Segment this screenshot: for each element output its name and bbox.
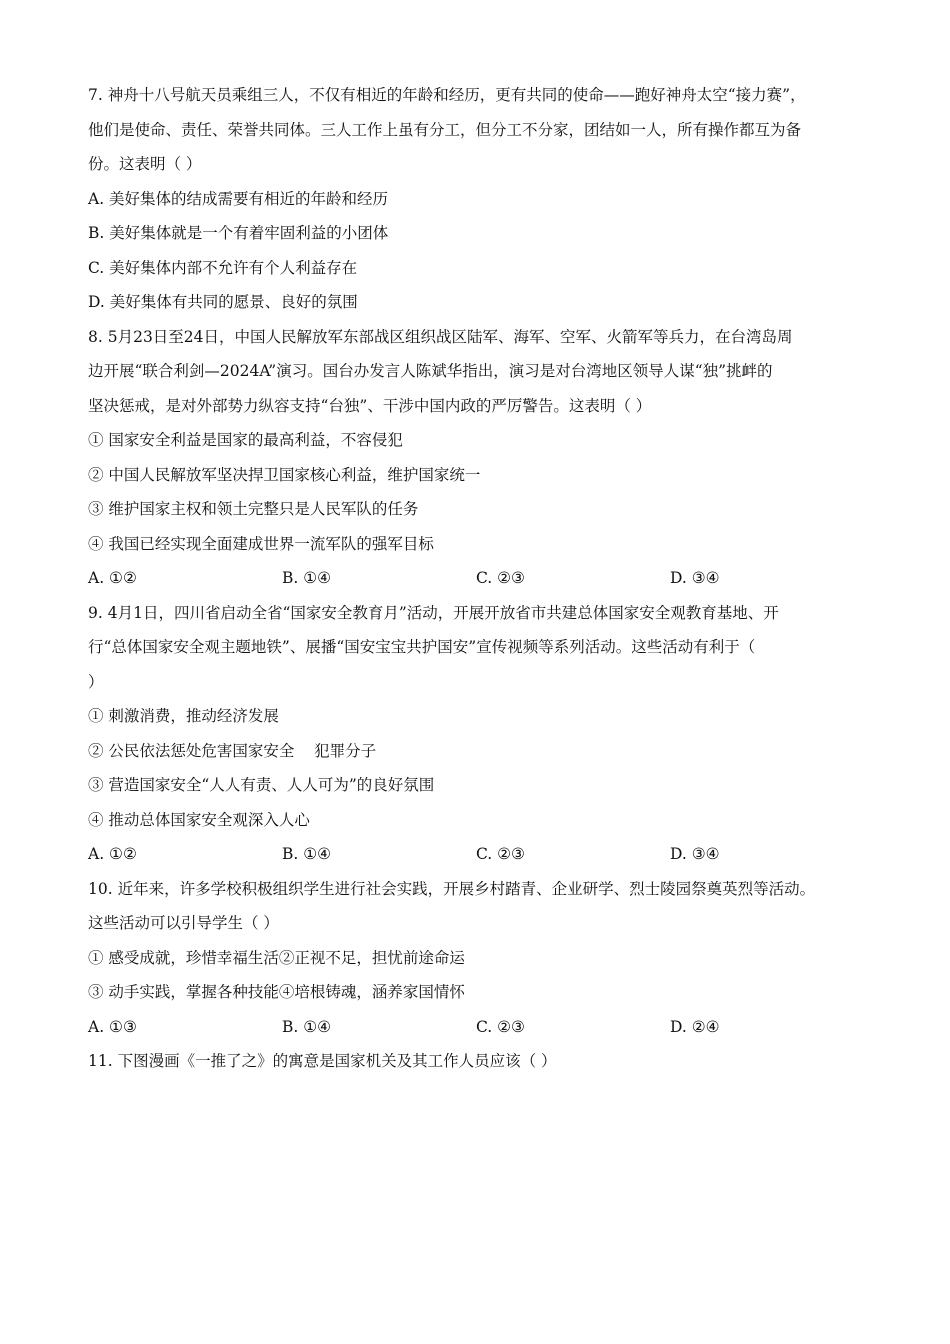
answer-choice: C. 美好集体内部不允许有个人利益存在 <box>88 258 358 277</box>
option-c: C. ②③ <box>476 1017 525 1036</box>
statement-item: ④ 推动总体国家安全观深入人心 <box>88 810 310 829</box>
option-b: B. ①④ <box>282 845 332 863</box>
option-row <box>88 1010 868 1045</box>
answer-choice: D. 美好集体有共同的愿景、良好的氛围 <box>88 293 358 311</box>
question-7 <box>88 78 868 320</box>
statement-item: ① 国家安全利益是国家的最高利益，不容侵犯 <box>88 431 403 449</box>
statement-item: ① 感受成就，珍惜幸福生活②正视不足，担忧前途命运 <box>88 948 465 967</box>
question-stem: 7. 神舟十八号航天员乘组三人，不仅有相近的年龄和经历，更有共同的使命——跑好神舟太空“接力赛”， <box>88 86 806 104</box>
question-9 <box>88 596 868 872</box>
statement-item: ③ 营造国家安全“人人有责、人人可为”的良好氛围 <box>88 776 435 794</box>
exam-page <box>88 78 868 1079</box>
statement-item: ③ 维护国家主权和领土完整只是人民军队的任务 <box>88 500 419 518</box>
statement-item: ③ 动手实践，掌握各种技能④培根铸魂，涵养家国情怀 <box>88 983 465 1001</box>
option-row <box>88 837 868 872</box>
statement-item: ④ 我国已经实现全面建成世界一流军队的强军目标 <box>88 534 434 553</box>
statement-item: ② 公民依法惩处危害国家安全 犯罪分子 <box>88 741 377 760</box>
question-stem: 这些活动可以引导学生（ ） <box>88 914 279 932</box>
question-stem: 8. 5月23日至24日，中国人民解放军东部战区组织战区陆军、海军、空军、火箭军等兵力，在台湾岛周 <box>88 327 793 346</box>
option-d: D. ③④ <box>670 569 720 587</box>
question-11 <box>88 1044 868 1079</box>
option-d: D. ③④ <box>670 845 720 863</box>
question-stem: ） <box>88 672 104 691</box>
statement-item: ② 中国人民解放军坚决捍卫国家核心利益，维护国家统一 <box>88 465 481 484</box>
question-stem: 份。这表明（ ） <box>88 155 202 173</box>
option-a: A. ①② <box>88 845 137 863</box>
question-10 <box>88 872 868 1045</box>
question-stem: 10. 近年来，许多学校积极组织学生进行社会实践，开展乡村踏青、企业研学、烈士陵园祭奠英烈等活动。 <box>88 879 816 898</box>
option-c: C. ②③ <box>476 569 525 587</box>
statement-item: ① 刺激消费，推动经济发展 <box>88 707 279 725</box>
question-stem: 边开展“联合利剑—2024A”演习。国台办发言人陈斌华指出，演习是对台湾地区领导人谋“独”挑衅的 <box>88 362 773 380</box>
option-d: D. ②④ <box>670 1017 720 1036</box>
option-row <box>88 561 868 596</box>
option-b: B. ①④ <box>282 569 332 587</box>
question-stem: 行“总体国家安全观主题地铁”、展播“国安宝宝共护国安”宣传视频等系列活动。这些活动有利于（ <box>88 638 756 656</box>
question-stem: 他们是使命、责任、荣誉共同体。三人工作上虽有分工，但分工不分家，团结如一人，所有操作都互为备 <box>88 120 802 139</box>
option-c: C. ②③ <box>476 845 525 863</box>
question-stem: 11. 下图漫画《一推了之》的寓意是国家机关及其工作人员应该（ ） <box>88 1052 557 1070</box>
option-b: B. ①④ <box>282 1017 332 1036</box>
answer-choice: A. 美好集体的结成需要有相近的年龄和经历 <box>88 189 389 208</box>
question-stem: 9. 4月1日，四川省启动全省“国家安全教育月”活动，开展开放省市共建总体国家安全观教育基地、开 <box>88 603 779 622</box>
answer-choice: B. 美好集体就是一个有着牢固利益的小团体 <box>88 224 389 242</box>
question-8 <box>88 320 868 596</box>
option-a: A. ①② <box>88 569 137 587</box>
question-stem: 坚决惩戒，是对外部势力纵容支持“台独”、干涉中国内政的严厉警告。这表明（ ） <box>88 396 652 415</box>
option-a: A. ①③ <box>88 1017 137 1036</box>
